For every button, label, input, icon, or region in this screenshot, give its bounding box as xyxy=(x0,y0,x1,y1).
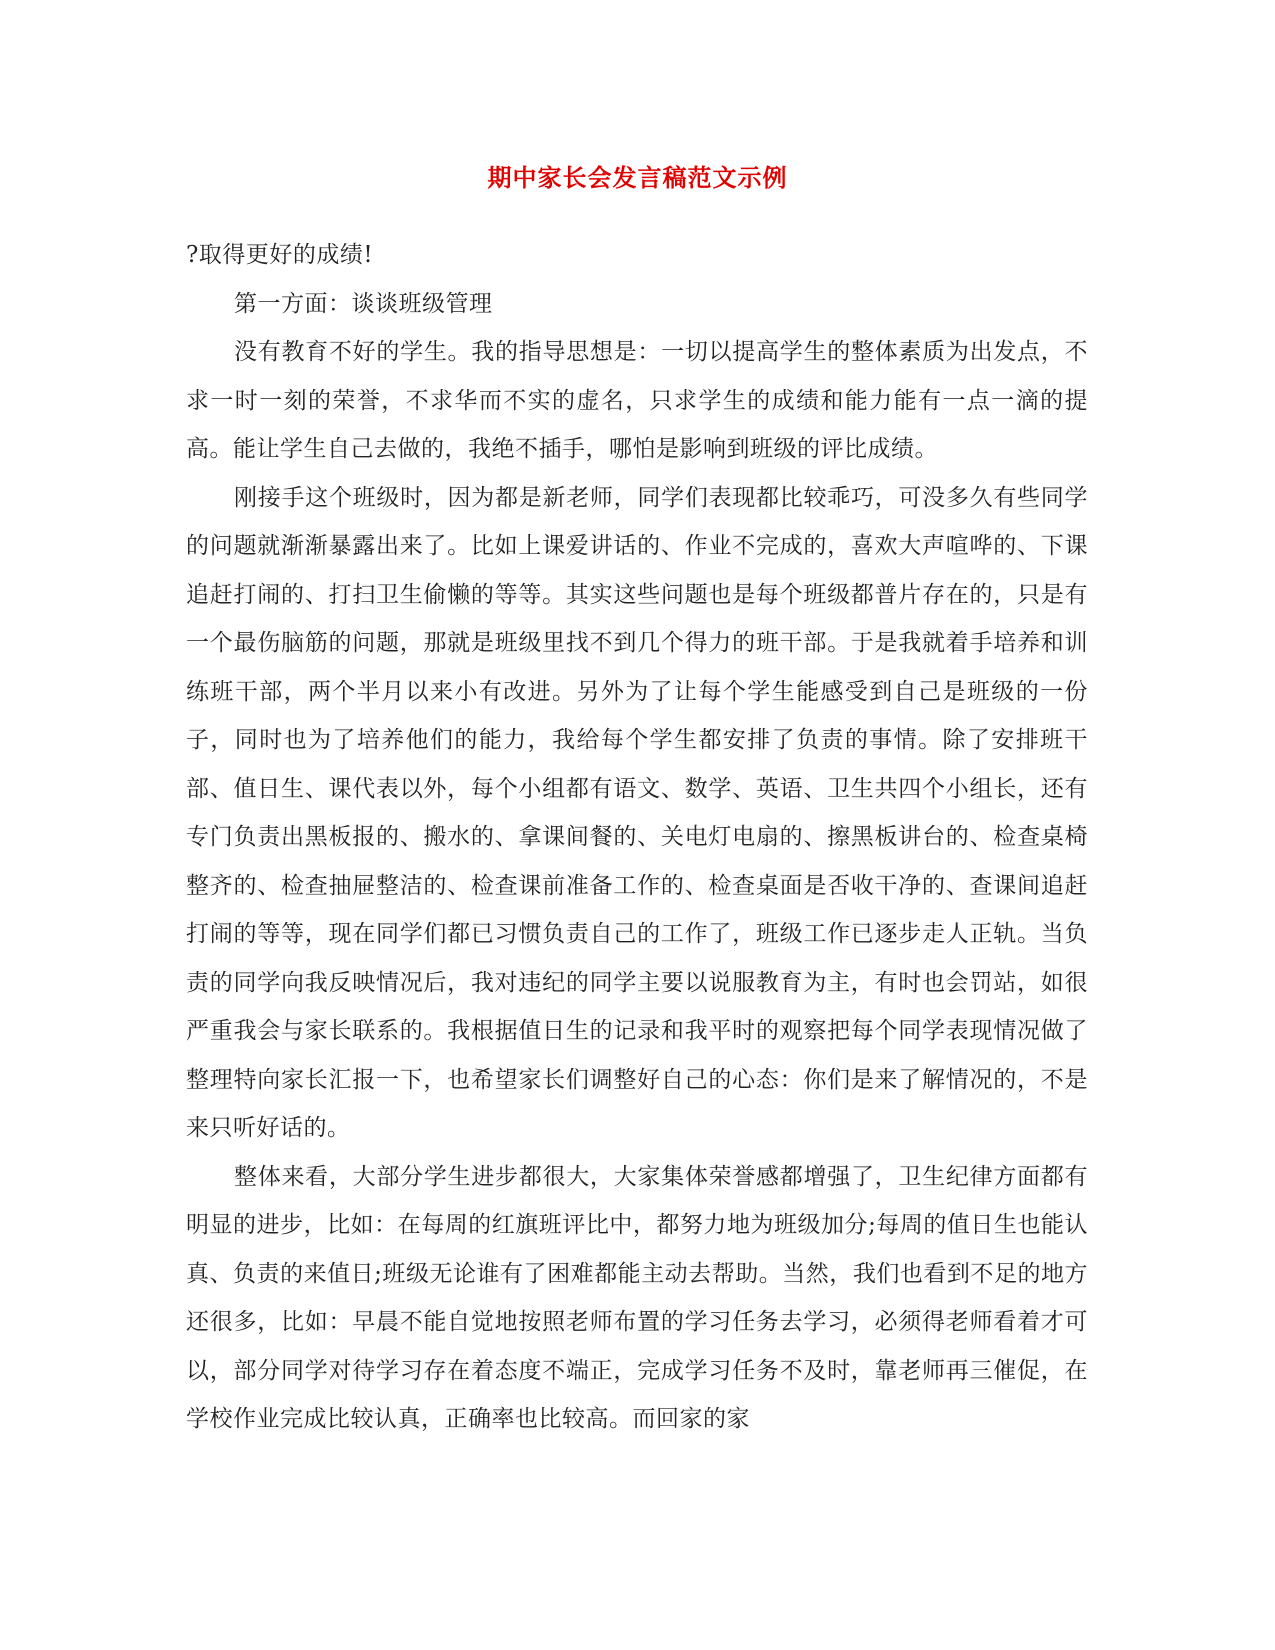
paragraph-opening: ?取得更好的成绩! xyxy=(186,242,374,268)
section-heading: 第一方面：谈谈班级管理 xyxy=(234,290,493,317)
paragraph: 没有教育不好的学生。我的指导思想是：一切以提高学生的整体素质为出发点，不求一时一刻的荣誉，不求华而不实的虚名，只求学生的成绩和能力能有一点一滴的提高。能让学生自己去做的，我绝不插手，哪怕是影响到班级的评比成绩。 xyxy=(186,339,1088,462)
document-body xyxy=(186,231,1088,1444)
paragraph: 整体来看，大部分学生进步都很大，大家集体荣誉感都增强了，卫生纪律方面都有明显的进步，比如：在每周的红旗班评比中，都努力地为班级加分;每周的值日生也能认真、负责的来值日;班级无论谁有了困难都能主动去帮助。当然，我们也看到不足的地方还很多，比如：早晨不能自觉地按照老师布置的学习任务去学习，必须得老师看着才可以，部分同学对待学习存在着态度不端正，完成学习任务不及时，靠老师再三催促，在学校作业完成比较认真，正确率也比较高。而回家的家 xyxy=(186,1163,1088,1432)
paragraph: 刚接手这个班级时，因为都是新老师，同学们表现都比较乖巧，可没多久有些同学的问题就渐渐暴露出来了。比如上课爱讲话的、作业不完成的，喜欢大声喧哗的、下课追赶打闹的、打扫卫生偷懒的等等。其实这些问题也是每个班级都普片存在的，只是有一个最伤脑筋的问题，那就是班级里找不到几个得力的班干部。于是我就着手培养和训练班干部，两个半月以来小有改进。另外为了让每个学生能感受到自己是班级的一份子，同时也为了培养他们的能力，我给每个学生都安排了负责的事情。除了安排班干部、值日生、课代表以外，每个小组都有语文、数学、英语、卫生共四个小组长，还有专门负责出黑板报的、搬水的、拿课间餐的、关电灯电扇的、擦黑板讲台的、检查桌椅整齐的、检查抽屉整洁的、检查课前准备工作的、检查桌面是否收干净的、查课间追赶打闹的等等，现在同学们都已习惯负责自己的工作了，班级工作已逐步走人正轨。当负责的同学向我反映情况后，我对违纪的同学主要以说服教育为主，有时也会罚站，如很严重我会与家长联系的。我根据值日生的记录和我平时的观察把每个同学表现情况做了整理特向家长汇报一下，也希望家长们调整好自己的心态：你们是来了解情况的，不是来只听好话的。 xyxy=(186,484,1088,1141)
document-title: 期中家长会发言稿范文示例 xyxy=(487,163,788,192)
